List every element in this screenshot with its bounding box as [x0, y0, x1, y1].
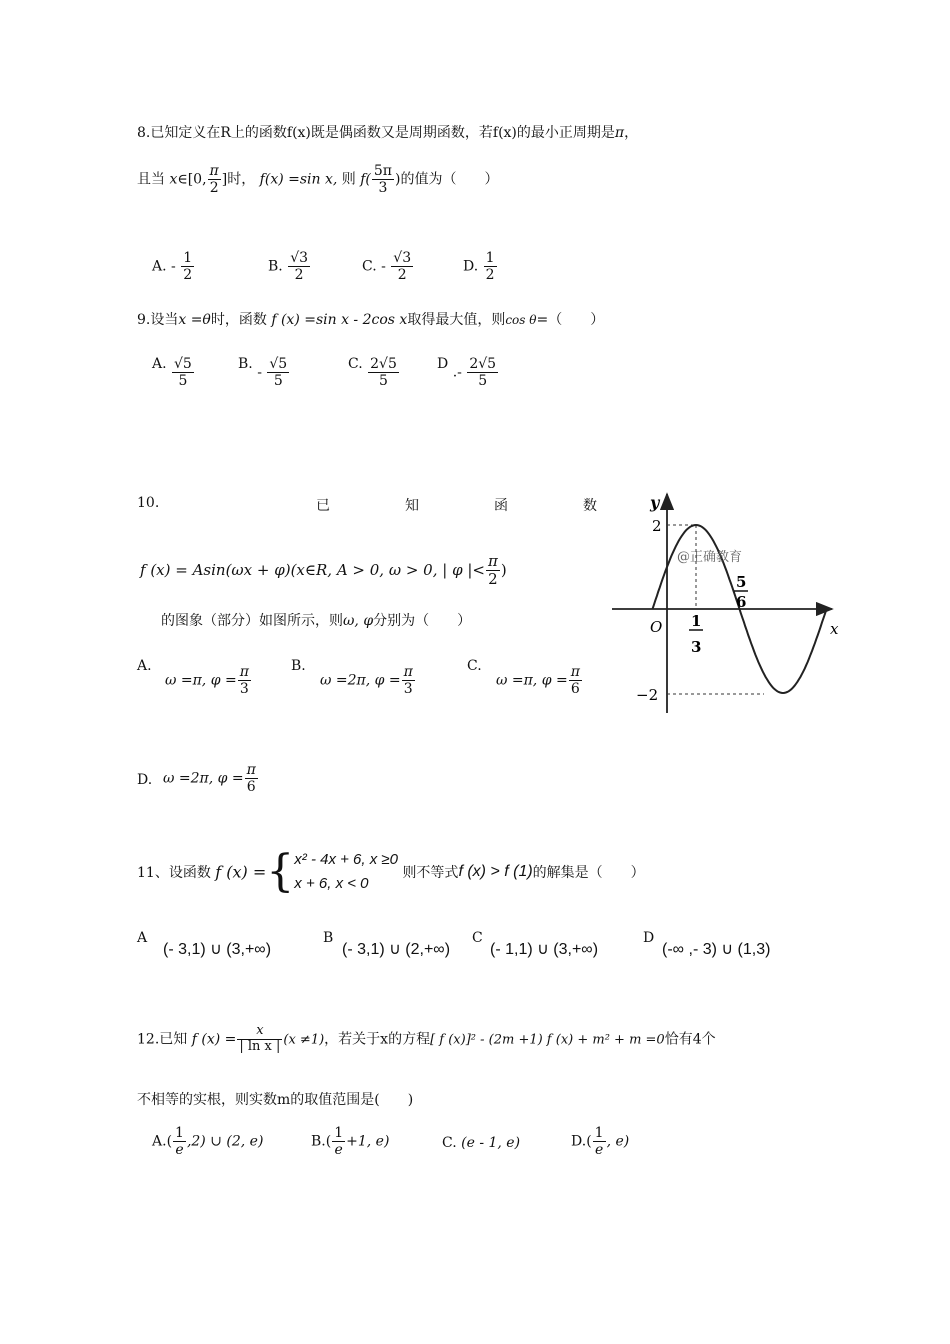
q12-option-d — [571, 1125, 629, 1158]
q8-text: 8.已知定义在R上的函数f(x)既是偶函数又是周期函数，若f(x)的最小正周期是 — [137, 125, 615, 141]
q9-option-a — [152, 356, 195, 389]
q11-cases — [294, 848, 398, 896]
q9-text-a: 9.设当 — [137, 312, 179, 328]
q11-option-c: (- 1,1) ∪ (3,+∞) — [490, 941, 599, 958]
q12-line2: 不相等的实根，则实数m的取值范围是( ) — [137, 1092, 414, 1108]
frac-denominator: 2 — [209, 180, 219, 197]
q8-then: 则 — [341, 171, 356, 188]
y-axis-label: y — [650, 493, 660, 512]
frac-denominator: 2 — [397, 267, 407, 284]
q11-case-2: x + 6, x < 0 — [294, 875, 369, 892]
q9-option-b — [238, 356, 290, 389]
q10-word-2: 知 — [405, 498, 419, 514]
q11-case-1: x² - 4x + 6, x ≥0 — [294, 851, 398, 868]
frac-denominator: 2 — [488, 570, 498, 589]
frac-denominator: 5 — [178, 373, 188, 390]
frac-numerator: 1 — [183, 250, 193, 266]
q9-cos: cos θ — [505, 313, 537, 327]
q8-fdef: f(x) =sin x, — [259, 171, 338, 188]
q12-option-a — [152, 1125, 263, 1158]
y-min-label: −2 — [636, 686, 659, 704]
frac-numerator: π — [246, 762, 256, 778]
q12-function: f (x) = — [191, 1031, 237, 1048]
frac-numerator: √3 — [393, 250, 412, 266]
option-label: A. — [152, 356, 167, 372]
q11-text-c: 的解集是（ ） — [532, 865, 645, 881]
q8-cond-frac — [208, 163, 221, 196]
q9-x-theta: x =θ — [178, 312, 211, 328]
option-label: C. — [442, 1135, 457, 1151]
origin-label: O — [650, 618, 663, 636]
frac-numerator: x — [237, 1024, 282, 1040]
option-label: C. - — [362, 258, 386, 275]
frac-denominator: 2 — [485, 267, 495, 284]
q9-option-c — [348, 356, 400, 389]
q8-option-a — [152, 250, 195, 283]
q8-option-d — [463, 250, 498, 283]
q9-text-c: 取得最大值，则 — [407, 312, 506, 328]
q11-option-b-label: B — [323, 930, 334, 946]
q11-function: f (x) = — [215, 862, 267, 882]
q12-stem — [137, 1024, 716, 1055]
frac-denominator: e — [334, 1142, 343, 1159]
q12-condition: (x ≠1) — [283, 1032, 325, 1048]
tick-1-3-denominator: 3 — [691, 638, 702, 656]
q8-comma: ， — [624, 125, 639, 141]
frac-numerator: 1 — [594, 1125, 604, 1141]
frac-numerator: 1 — [334, 1125, 344, 1141]
frac-numerator: 2√5 — [469, 356, 497, 372]
q10-option-c — [496, 664, 583, 697]
q12-text-b: ，若关于x的方程 — [324, 1031, 431, 1048]
q8-option-c — [362, 250, 414, 283]
tick-1-3-numerator: 1 — [691, 612, 702, 630]
frac-numerator: π — [403, 664, 413, 680]
q9-text-b: 时，函数 — [210, 312, 267, 328]
frac-numerator: 2√5 — [370, 356, 397, 372]
option-expr: ω =2π, φ = — [163, 770, 244, 787]
frac-denominator: e — [594, 1142, 604, 1159]
q10-formula-text: f (x) = Asin(ωx + φ)(x∈R, A > 0, ω > 0, | φ |< — [140, 560, 485, 579]
frac-numerator: 1 — [175, 1125, 184, 1141]
frac-denominator: e — [175, 1142, 184, 1159]
q10-option-d-label: D. — [137, 772, 153, 788]
frac-denominator: 3 — [239, 681, 249, 698]
frac-numerator: π — [487, 552, 498, 570]
option-label: C. — [348, 356, 363, 372]
q10-option-b-label: B. — [291, 658, 306, 674]
q8-feval: f( — [360, 171, 371, 188]
x-axis-label: x — [830, 620, 839, 638]
option-label: B. — [268, 258, 283, 275]
q10-option-a — [165, 664, 252, 697]
frac-denominator: 2 — [183, 267, 193, 284]
q11-text-a: 11、设函数 — [137, 865, 211, 881]
option-post: ,2) ∪ (2, e) — [186, 1133, 264, 1150]
frac-numerator: 5π — [373, 163, 392, 179]
q11-inequality: f (x) > f (1) — [458, 863, 533, 880]
q10-formula-end: ) — [500, 560, 507, 579]
frac-numerator: √5 — [269, 356, 288, 372]
q9-option-d — [437, 356, 499, 389]
q12-equation: [ f (x)]² - (2m +1) f (x) + m² + m =0 — [430, 1032, 665, 1048]
q10-word-4: 数 — [583, 498, 597, 514]
q8-pi: π — [614, 125, 625, 141]
q11-option-a-label: A — [137, 930, 148, 946]
q10-text — [161, 610, 471, 630]
option-label: D — [437, 356, 449, 372]
q10-sine-graph — [600, 488, 850, 723]
q10-number: 10. — [137, 495, 160, 511]
q10-word-3: 函 — [494, 498, 508, 514]
tick-5-6-numerator: 5 — [736, 573, 747, 591]
q8-line2 — [137, 163, 498, 196]
option-post: +1, e) — [346, 1133, 390, 1150]
q10-option-c-label: C. — [467, 658, 482, 674]
watermark: @正确教育 — [677, 550, 743, 565]
option-label: D. — [463, 258, 479, 275]
frac-denominator: 6 — [246, 779, 256, 796]
option-expr: ω =π, φ = — [496, 672, 568, 689]
q9-text-d: =（ ） — [536, 312, 605, 328]
frac-denominator: 3 — [403, 681, 413, 698]
q12-option-b — [311, 1125, 389, 1158]
q11-option-d-label: D — [643, 930, 655, 946]
frac-denominator: 3 — [378, 180, 388, 197]
q11-text-b: 则不等式 — [402, 865, 459, 881]
q8-line1 — [137, 122, 638, 142]
option-post: , e) — [606, 1133, 630, 1150]
option-label: A. — [152, 1133, 167, 1150]
q12-text-c: 恰有4个 — [664, 1031, 716, 1048]
option-label: B. — [311, 1133, 326, 1150]
option-sign: .- — [452, 364, 462, 381]
frac-numerator: √3 — [290, 250, 309, 266]
frac-numerator: π — [239, 664, 249, 680]
q9-function: f (x) =sin x - 2cos x — [271, 312, 408, 328]
frac-numerator: π — [209, 163, 219, 179]
q11-option-b: (- 3,1) ∪ (2,+∞) — [342, 941, 451, 958]
option-expr: ω =2π, φ = — [320, 672, 401, 689]
frac-denominator: 5 — [478, 373, 488, 390]
q8-in: ∈[0, — [177, 171, 207, 188]
q8-eval-frac — [372, 163, 394, 196]
q10-option-d — [163, 762, 259, 795]
q12-option-c — [442, 1135, 520, 1151]
option-label: B. — [238, 356, 253, 372]
q10-omega: ω, — [343, 613, 359, 629]
option-pre: ( — [325, 1133, 332, 1150]
q8-cond-end: ]时， — [221, 171, 256, 188]
frac-numerator: π — [570, 664, 580, 680]
q8-text2: 且当 — [137, 171, 165, 188]
q10-text-a: 的图象（部分）如图所示，则 — [161, 613, 343, 629]
y-max-label: 2 — [652, 517, 662, 535]
frac-denominator: | ln x | — [239, 1038, 281, 1054]
frac-denominator: 5 — [273, 373, 283, 390]
q12-text-a: 12.已知 — [137, 1031, 188, 1048]
frac-numerator: √5 — [174, 356, 192, 372]
frac-denominator: 5 — [379, 373, 388, 390]
q11-option-c-label: C — [472, 930, 483, 946]
option-label: A. - — [152, 258, 176, 275]
option-label: D. — [571, 1133, 587, 1150]
q9-stem — [137, 309, 604, 329]
q11-option-d: (-∞ ,- 3) ∪ (1,3) — [662, 941, 771, 958]
q8-option-b — [268, 250, 311, 283]
frac-denominator: 2 — [294, 267, 304, 284]
q8-eval-end: )的值为（ ） — [395, 171, 499, 188]
q10-phi: φ — [363, 613, 374, 629]
frac-numerator: 1 — [485, 250, 495, 266]
q11-stem — [137, 848, 645, 896]
q10-text-end: 分别为（ ） — [373, 613, 472, 629]
q11-option-a: (- 3,1) ∪ (3,+∞) — [163, 941, 272, 958]
q8-x: x — [169, 171, 178, 188]
option-post: (e - 1, e) — [461, 1135, 521, 1151]
q10-word-1: 已 — [316, 498, 330, 514]
option-expr: ω =π, φ = — [165, 672, 237, 689]
q10-option-a-label: A. — [137, 658, 152, 674]
option-pre: ( — [586, 1133, 592, 1150]
tick-5-6-denominator: 6 — [736, 593, 747, 611]
q11-brace: { — [266, 846, 295, 897]
q10-option-b — [320, 664, 416, 697]
option-sign: - — [257, 364, 262, 381]
option-pre: ( — [166, 1133, 173, 1150]
q10-formula — [140, 553, 507, 589]
frac-denominator: 6 — [570, 681, 580, 698]
